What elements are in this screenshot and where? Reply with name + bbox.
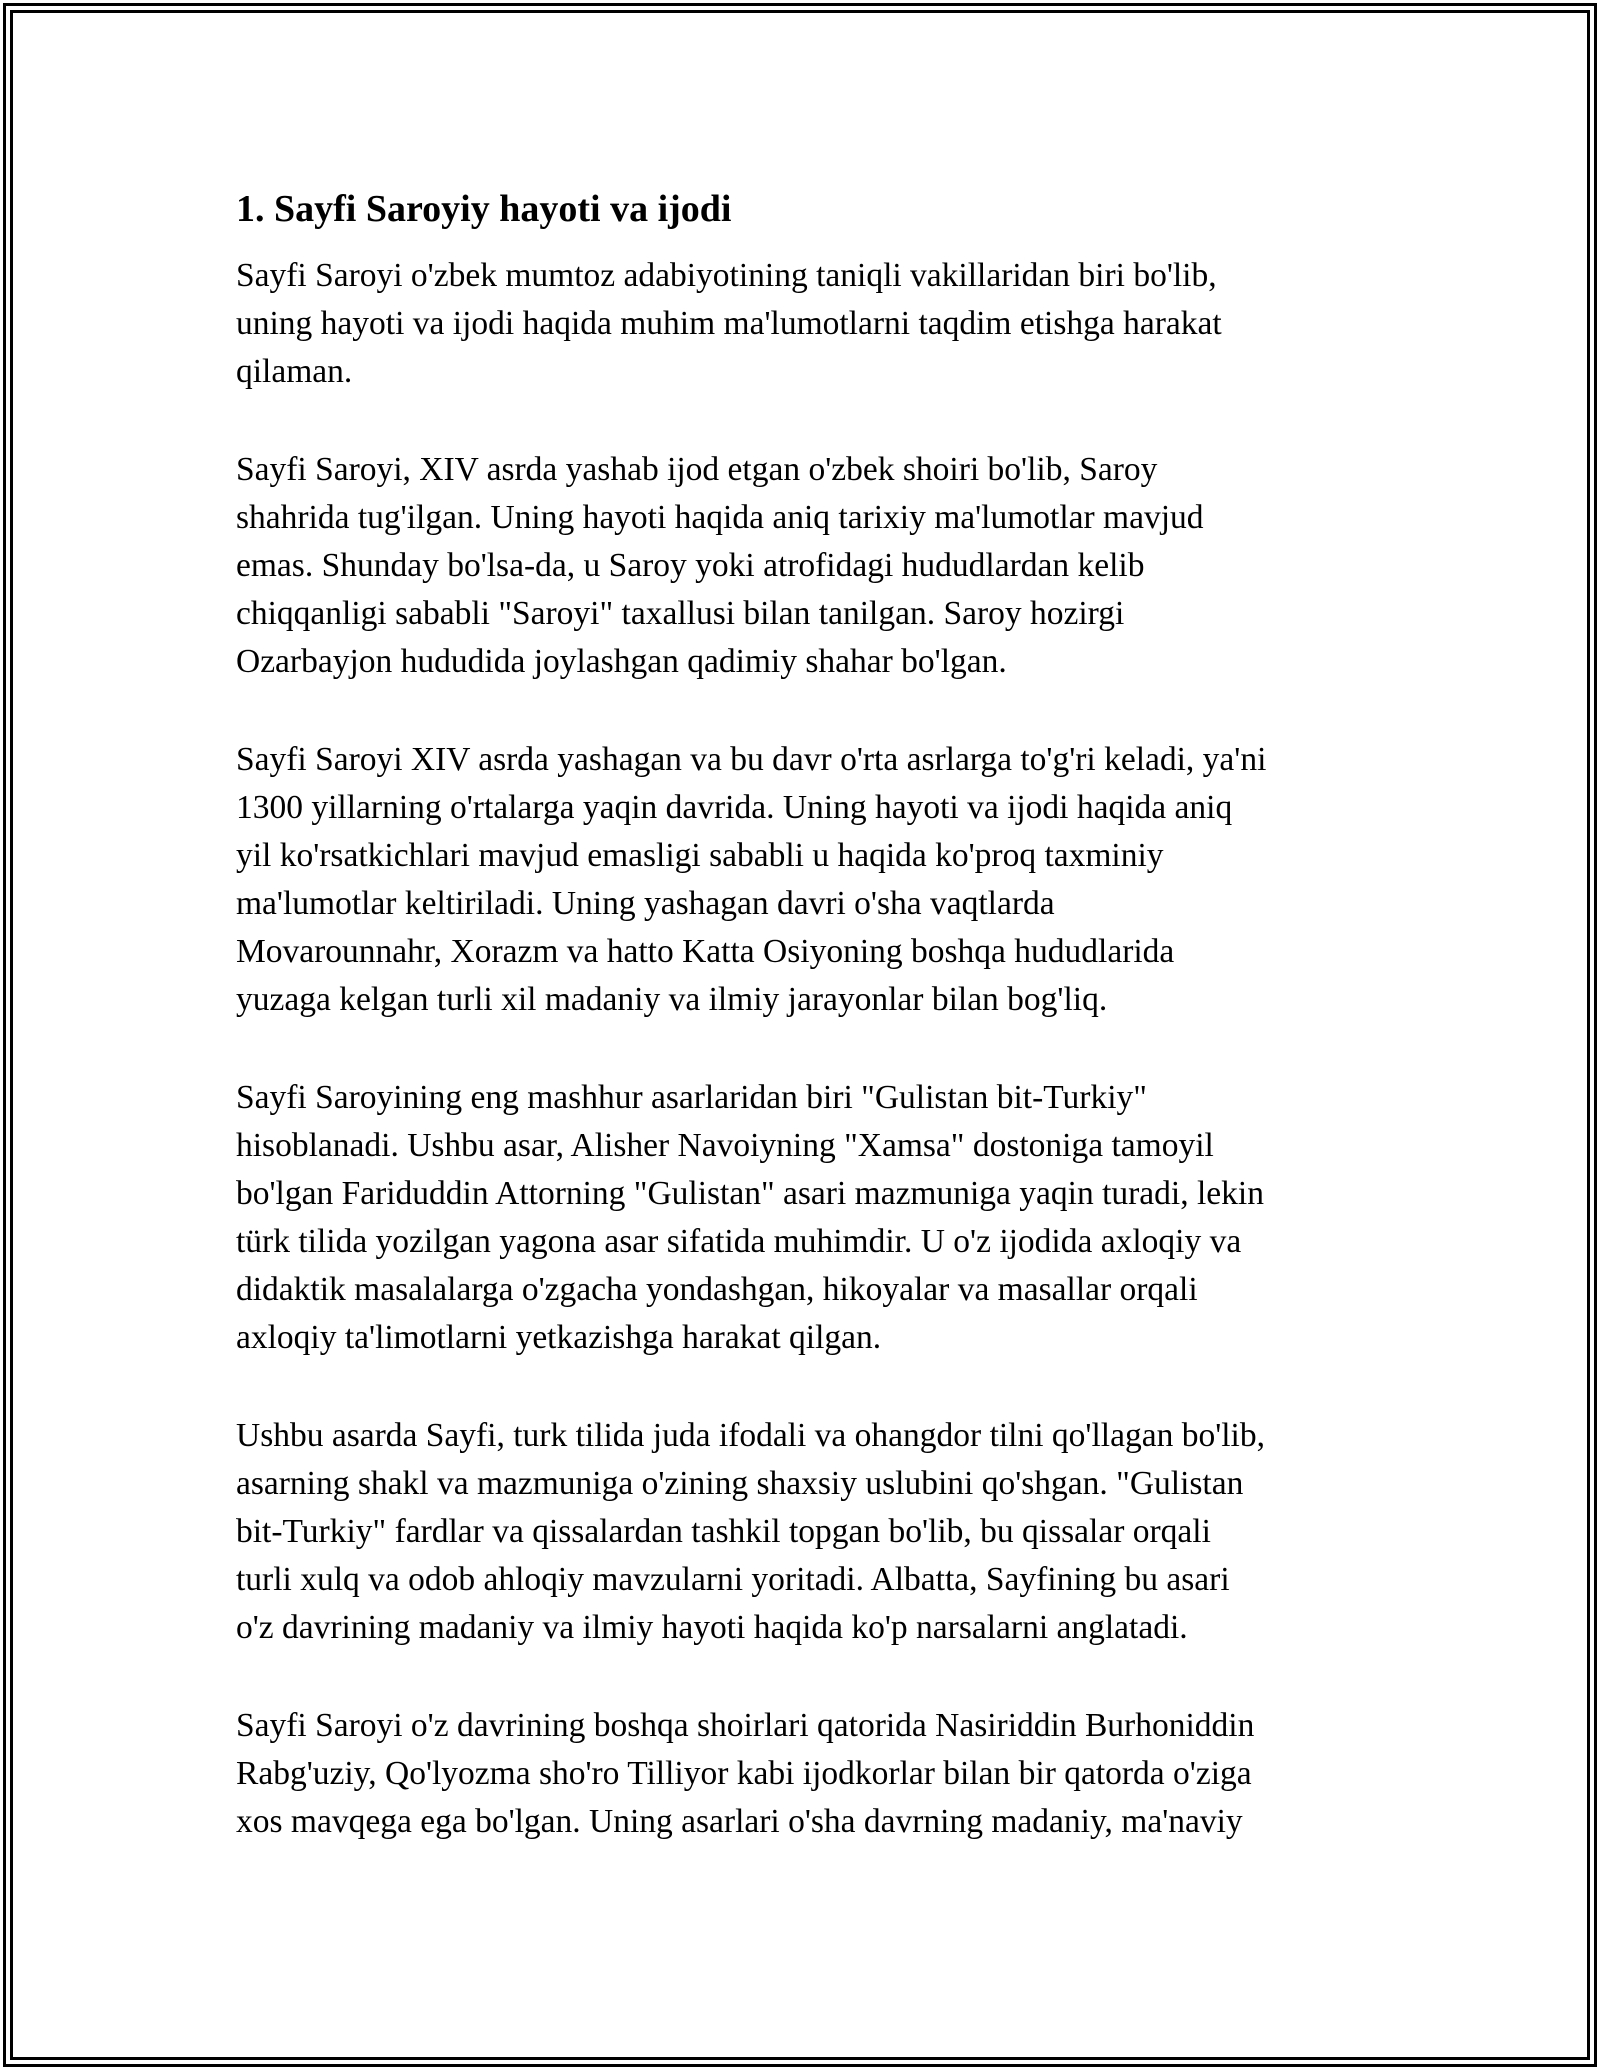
text-line: Sayfi Saroyi o'z davrining boshqa shoirlari qatorida Nasiriddin Burhoniddin	[236, 1707, 1255, 1744]
text-line: shahrida tug'ilgan. Uning hayoti haqida aniq tarixiy ma'lumotlar mavjud	[236, 499, 1204, 536]
paragraph-6	[236, 1702, 1376, 1846]
text-line: bo'lgan Fariduddin Attorning "Gulistan" asari mazmuniga yaqin turadi, lekin	[236, 1175, 1264, 1212]
text-line: qilaman.	[236, 353, 353, 390]
paragraph-4	[236, 1074, 1376, 1362]
paragraph-5	[236, 1412, 1376, 1652]
paragraph-3	[236, 736, 1376, 1024]
section-heading: 1. Sayfi Saroyiy hayoti va ijodi	[236, 188, 732, 230]
text-line: asarning shakl va mazmuniga o'zining shaxsiy uslubini qo'shgan. "Gulistan	[236, 1465, 1244, 1502]
text-line: axloqiy ta'limotlarni yetkazishga harakat qilgan.	[236, 1319, 882, 1356]
text-line: Movarounnahr, Xorazm va hatto Katta Osiyoning boshqa hududlarida	[236, 933, 1175, 970]
text-line: türk tilida yozilgan yagona asar sifatida muhimdir. U o'z ijodida axloqiy va	[236, 1223, 1242, 1260]
text-line: yil ko'rsatkichlari mavjud emasligi sababli u haqida ko'proq taxminiy	[236, 837, 1164, 874]
text-line: chiqqanligi sababli "Saroyi" taxallusi bilan tanilgan. Saroy hozirgi	[236, 595, 1125, 632]
text-line: Sayfi Saroyi o'zbek mumtoz adabiyotining taniqli vakillaridan biri bo'lib,	[236, 257, 1217, 294]
document-body	[236, 186, 1376, 1896]
text-line: uning hayoti va ijodi haqida muhim ma'lumotlarni taqdim etishga harakat	[236, 305, 1222, 342]
text-line: Rabg'uziy, Qo'lyozma sho'ro Tilliyor kabi ijodkorlar bilan bir qatorda o'ziga	[236, 1755, 1252, 1792]
text-line: 1300 yillarning o'rtalarga yaqin davrida. Uning hayoti va ijodi haqida aniq	[236, 789, 1233, 826]
paragraph-2	[236, 446, 1376, 686]
text-line: Sayfi Saroyi XIV asrda yashagan va bu davr o'rta asrlarga to'g'ri keladi, ya'ni	[236, 741, 1267, 778]
text-line: yuzaga kelgan turli xil madaniy va ilmiy jarayonlar bilan bog'liq.	[236, 981, 1108, 1018]
text-line: hisoblanadi. Ushbu asar, Alisher Navoiyning "Xamsa" dostoniga tamoyil	[236, 1127, 1214, 1164]
text-line: o'z davrining madaniy va ilmiy hayoti haqida ko'p narsalarni anglatadi.	[236, 1609, 1188, 1646]
text-line: bit-Turkiy" fardlar va qissalardan tashkil topgan bo'lib, bu qissalar orqali	[236, 1513, 1211, 1550]
text-line: Sayfi Saroyi, XIV asrda yashab ijod etgan o'zbek shoiri bo'lib, Saroy	[236, 451, 1158, 488]
text-line: ma'lumotlar keltiriladi. Uning yashagan davri o'sha vaqtlarda	[236, 885, 1055, 922]
text-line: emas. Shunday bo'lsa-da, u Saroy yoki atrofidagi hududlardan kelib	[236, 547, 1145, 584]
text-line: Sayfi Saroyining eng mashhur asarlaridan biri "Gulistan bit-Turkiy"	[236, 1079, 1147, 1116]
paragraph-1	[236, 252, 1376, 396]
text-line: turli xulq va odob ahloqiy mavzularni yoritadi. Albatta, Sayfining bu asari	[236, 1561, 1230, 1598]
text-line: xos mavqega ega bo'lgan. Uning asarlari o'sha davrning madaniy, ma'naviy	[236, 1803, 1243, 1840]
text-line: Ushbu asarda Sayfi, turk tilida juda ifodali va ohangdor tilni qo'llagan bo'lib,	[236, 1417, 1265, 1454]
text-line: Ozarbayjon hududida joylashgan qadimiy shahar bo'lgan.	[236, 643, 1007, 680]
text-line: didaktik masalalarga o'zgacha yondashgan, hikoyalar va masallar orqali	[236, 1271, 1198, 1308]
